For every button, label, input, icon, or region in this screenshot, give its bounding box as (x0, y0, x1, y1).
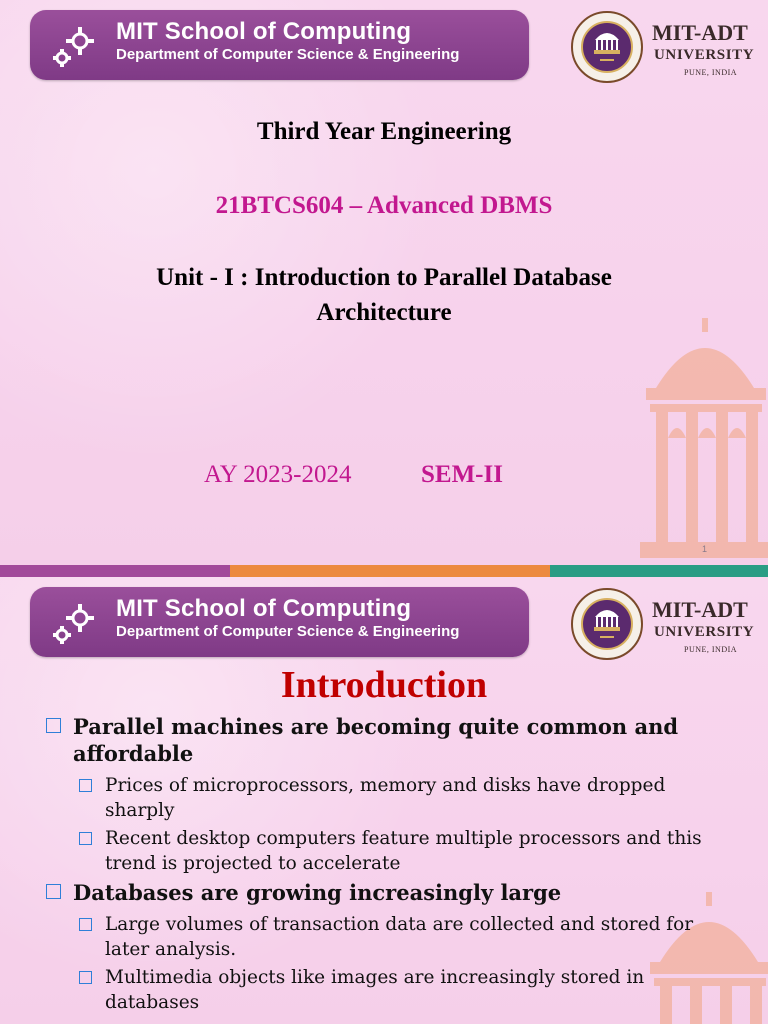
bullet-list (46, 713, 726, 1018)
slide-heading: Introduction (280, 664, 488, 706)
sub-bullet-item (77, 912, 726, 962)
brand-line-1: MIT-ADT (652, 20, 748, 45)
school-title: MIT School of Computing (116, 18, 412, 45)
bullet-box-icon (46, 884, 61, 899)
brand-line-2: UNIVERSITY (654, 624, 755, 640)
university-logo (566, 587, 766, 659)
brand-line-2: UNIVERSITY (654, 47, 755, 63)
course-title: 21BTCS604 – Advanced DBMS (215, 192, 553, 219)
dome-watermark-icon (636, 318, 768, 565)
unit-title-line-1: Unit - I : Introduction to Parallel Database (156, 264, 612, 291)
sub-bullet-box-icon (79, 971, 92, 984)
academic-year: AY 2023-2024 (204, 461, 352, 488)
bullet-item (46, 879, 726, 906)
sub-bullet-text: Prices of microprocessors, memory and disks have dropped sharply (105, 775, 666, 821)
header-banner (30, 10, 529, 80)
university-seal-icon (570, 587, 644, 661)
slide-divider-stripe (0, 565, 768, 577)
department-subtitle: Department of Computer Science & Engineering (116, 623, 460, 640)
content-slide (0, 577, 768, 1024)
sub-bullet-item (77, 826, 726, 876)
sub-bullet-text: Recent desktop computers feature multiple processors and this trend is projected to accelerate (105, 828, 702, 874)
brand-line-3: PUNE, INDIA (684, 68, 738, 77)
bullet-item (46, 713, 726, 767)
department-subtitle: Department of Computer Science & Engineering (116, 46, 460, 63)
sub-bullet-text: Multimedia objects like images are increasingly stored in databases (105, 967, 645, 1013)
brand-line-3: PUNE, INDIA (684, 645, 738, 654)
unit-title (0, 260, 768, 330)
semester: SEM-II (421, 461, 503, 488)
stripe-green (550, 565, 768, 577)
sub-bullet-text: Large volumes of transaction data are collected and stored for later analysis. (105, 914, 694, 960)
gear-icon (50, 24, 100, 70)
school-title: MIT School of Computing (116, 595, 412, 622)
sub-bullet-item (77, 773, 726, 823)
brand-line-1: MIT-ADT (652, 597, 748, 622)
university-logo (566, 10, 766, 82)
bullet-text: Parallel machines are becoming quite common and affordable (73, 714, 679, 766)
sub-bullet-item (77, 965, 726, 1015)
bullet-box-icon (46, 718, 61, 733)
year-heading: Third Year Engineering (256, 118, 512, 145)
page-number: 1 (702, 544, 708, 554)
sub-bullet-box-icon (79, 832, 92, 845)
unit-title-line-2: Architecture (316, 299, 452, 326)
stripe-orange (230, 565, 550, 577)
gear-icon (50, 601, 100, 647)
sub-bullet-box-icon (79, 779, 92, 792)
university-seal-icon (570, 10, 644, 84)
header-banner (30, 587, 529, 657)
bullet-text: Databases are growing increasingly large (73, 880, 562, 905)
sub-bullet-box-icon (79, 918, 92, 931)
stripe-purple (0, 565, 230, 577)
